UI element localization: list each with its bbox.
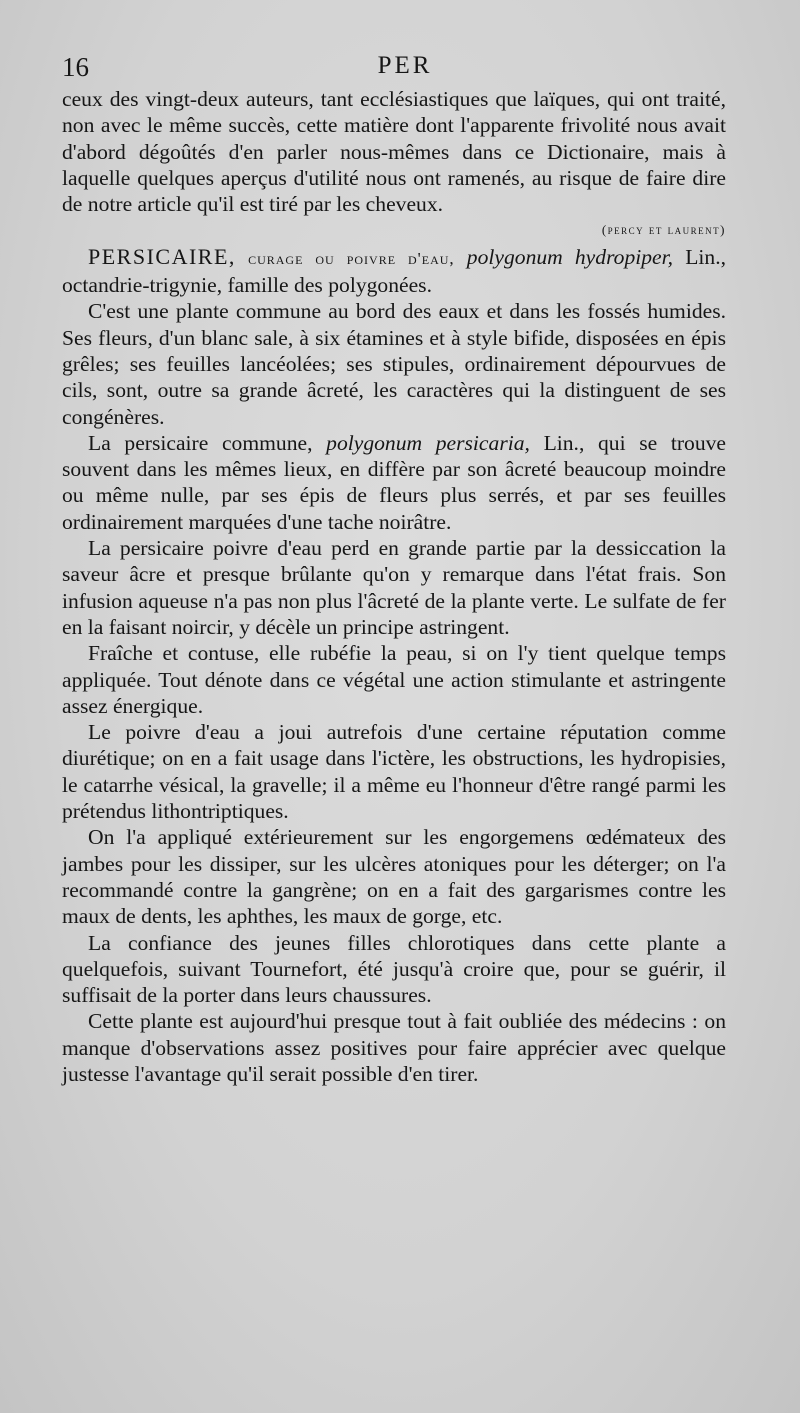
- paragraph-external-use: On l'a appliqué extérieurement sur les engorgemens œdémateux des jambes pour les dissiper, sur les ulcères atoniques pour les déterger; on l'a recommandé contre la gangrène; on en a fait des gargarismes contre les maux de dents, les aphthes, les maux de gorge, etc.: [62, 825, 726, 929]
- page-number: 16: [62, 52, 89, 82]
- body-text: [62, 86, 726, 1087]
- paragraph-dessiccation: La persicaire poivre d'eau perd en grande partie par la dessiccation la saveur âcre et presque brûlante qu'on y remarque dans l'état frais. Son infusion aqueuse n'a pas non plus l'âcreté de la plante verte. Le sulfate de fer en la faisant noircir, y décèle un principe astringent.: [62, 536, 726, 639]
- paragraph-fresh-use: Fraîche et contuse, elle rubéfie la peau, si on l'y tient quelque temps appliquée. Tout dénote dans ce végétal une action stimulante et astringente assez énergique.: [62, 641, 726, 718]
- running-head: PER: [377, 52, 433, 79]
- entry-headword: PERSICAIRE,: [88, 243, 236, 269]
- entry-classification: Lin., octandrie-trigynie, famille des polygonées.: [62, 244, 726, 298]
- entry-latin-name: polygonum hydropiper,: [466, 244, 674, 269]
- p2-latin-name: polygonum persicaria,: [326, 430, 530, 455]
- entry-synonyms: curage ou poivre d'eau,: [248, 248, 455, 268]
- paragraph-diuretic: Le poivre d'eau a joui autrefois d'une certaine réputation comme diurétique; on en a fait usage dans l'ictère, les obstructions, les hydropisies, le catarrhe vésical, la gravelle; il a même eu l'honneur d'être rangé parmi les prétendus lithontriptiques.: [62, 720, 726, 824]
- paragraph-persicaria: [62, 430, 726, 535]
- paragraph-description: C'est une plante commune au bord des eaux et dans les fossés humides. Ses fleurs, d'un blanc sale, à six étamines et à style bifide, disposées en épis grêles; ses feuilles lancéolées; ses stipules, ordinairement dépourvues de cils, sont, outre sa grande âcreté, les caractères qui la distinguent de ses congénères.: [62, 299, 726, 429]
- author-signature: (percy et laurent): [601, 222, 726, 238]
- p2-after: Lin., qui se trouve souvent dans les mêmes lieux, en diffère par son âcreté beaucoup moindre ou même nulle, par ses épis de fleurs plus serrés, et par ses feuilles ordinairement marquées d'une tache noirâtre.: [62, 430, 726, 534]
- p2-before: La persicaire commune,: [88, 430, 313, 455]
- page-header: [62, 52, 748, 86]
- paragraph-chlorotic: La confiance des jeunes filles chlorotiques dans cette plante a quelquefois, suivant Tournefort, été jusqu'à croire que, pour se guérir, il suffisait de la porter dans leurs chaussures.: [62, 930, 726, 1008]
- continuation-paragraph: ceux des vingt-deux auteurs, tant ecclésiastiques que laïques, qui ont traité, non avec le même succès, cette matière dont l'apparente frivolité nous avait d'abord dégoûtés d'en parler nous-mêmes dans ce Dictionaire, mais à laquelle quelques aperçus d'utilité nous ont ramenés, au risque de faire dire de notre article qu'il est tiré par les cheveux.: [62, 87, 726, 217]
- paragraph-forgotten: Cette plante est aujourd'hui presque tout à fait oubliée des médecins : on manque d'observations assez positives pour faire apprécier avec quelque justesse l'avantage qu'il serait possible d'en tirer.: [62, 1009, 726, 1086]
- entry-heading-paragraph: [62, 244, 726, 299]
